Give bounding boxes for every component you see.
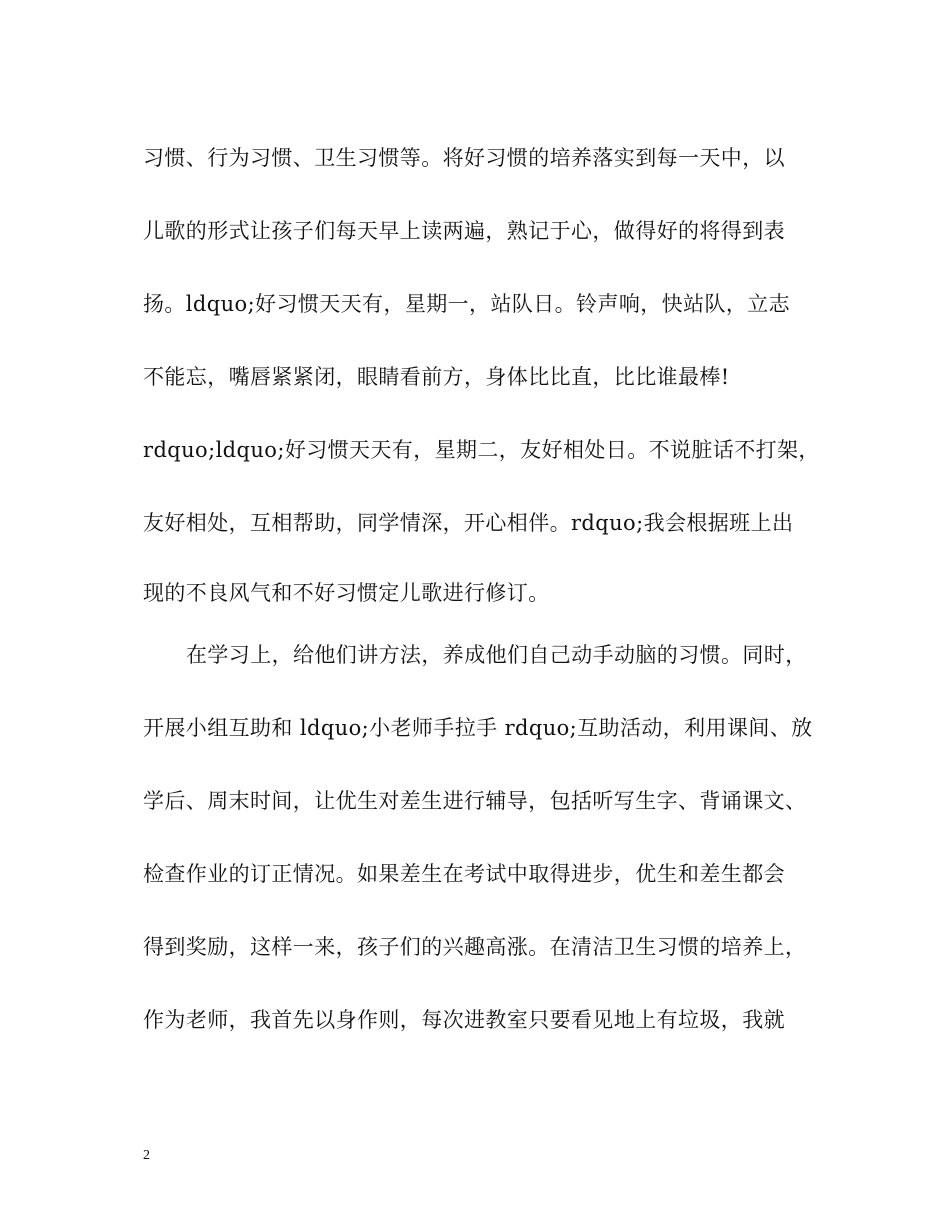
paragraph-line-indented: 在学习上，给他们讲方法，养成他们自己动手动脑的习惯。同时， xyxy=(186,643,807,667)
paragraph-line: 开展小组互助和 ldquo;小老师手拉手 rdquo;互助活动，利用课间、放 xyxy=(143,716,813,740)
paragraph-line: 不能忘，嘴唇紧紧闭，眼睛看前方，身体比比直，比比谁最棒! xyxy=(143,365,730,389)
paragraph-line: 友好相处，互相帮助，同学情深，开心相伴。rdquo;我会根据班上出 xyxy=(143,511,794,535)
paragraph-line: rdquo;ldquo;好习惯天天有，星期二，友好相处日。不说脏话不打架， xyxy=(143,438,820,462)
paragraph-line: 作为老师，我首先以身作则，每次进教室只要看见地上有垃圾，我就 xyxy=(143,1008,785,1032)
paragraph-line: 扬。ldquo;好习惯天天有，星期一，站队日。铃声响，快站队，立志 xyxy=(143,292,791,316)
paragraph-line: 得到奖励，这样一来，孩子们的兴趣高涨。在清洁卫生习惯的培养上， xyxy=(143,935,807,959)
paragraph-line: 儿歌的形式让孩子们每天早上读两遍，熟记于心，做得好的将得到表 xyxy=(143,219,785,243)
page-number: 2 xyxy=(143,1148,150,1163)
paragraph-line: 习惯、行为习惯、卫生习惯等。将好习惯的培养落实到每一天中，以 xyxy=(143,146,785,170)
paragraph-line: 学后、周末时间，让优生对差生进行辅导，包括听写生字、背诵课文、 xyxy=(143,789,807,813)
paragraph-line: 检查作业的订正情况。如果差生在考试中取得进步，优生和差生都会 xyxy=(143,862,785,886)
paragraph-line: 现的不良风气和不好习惯定儿歌进行修订。 xyxy=(143,581,550,605)
